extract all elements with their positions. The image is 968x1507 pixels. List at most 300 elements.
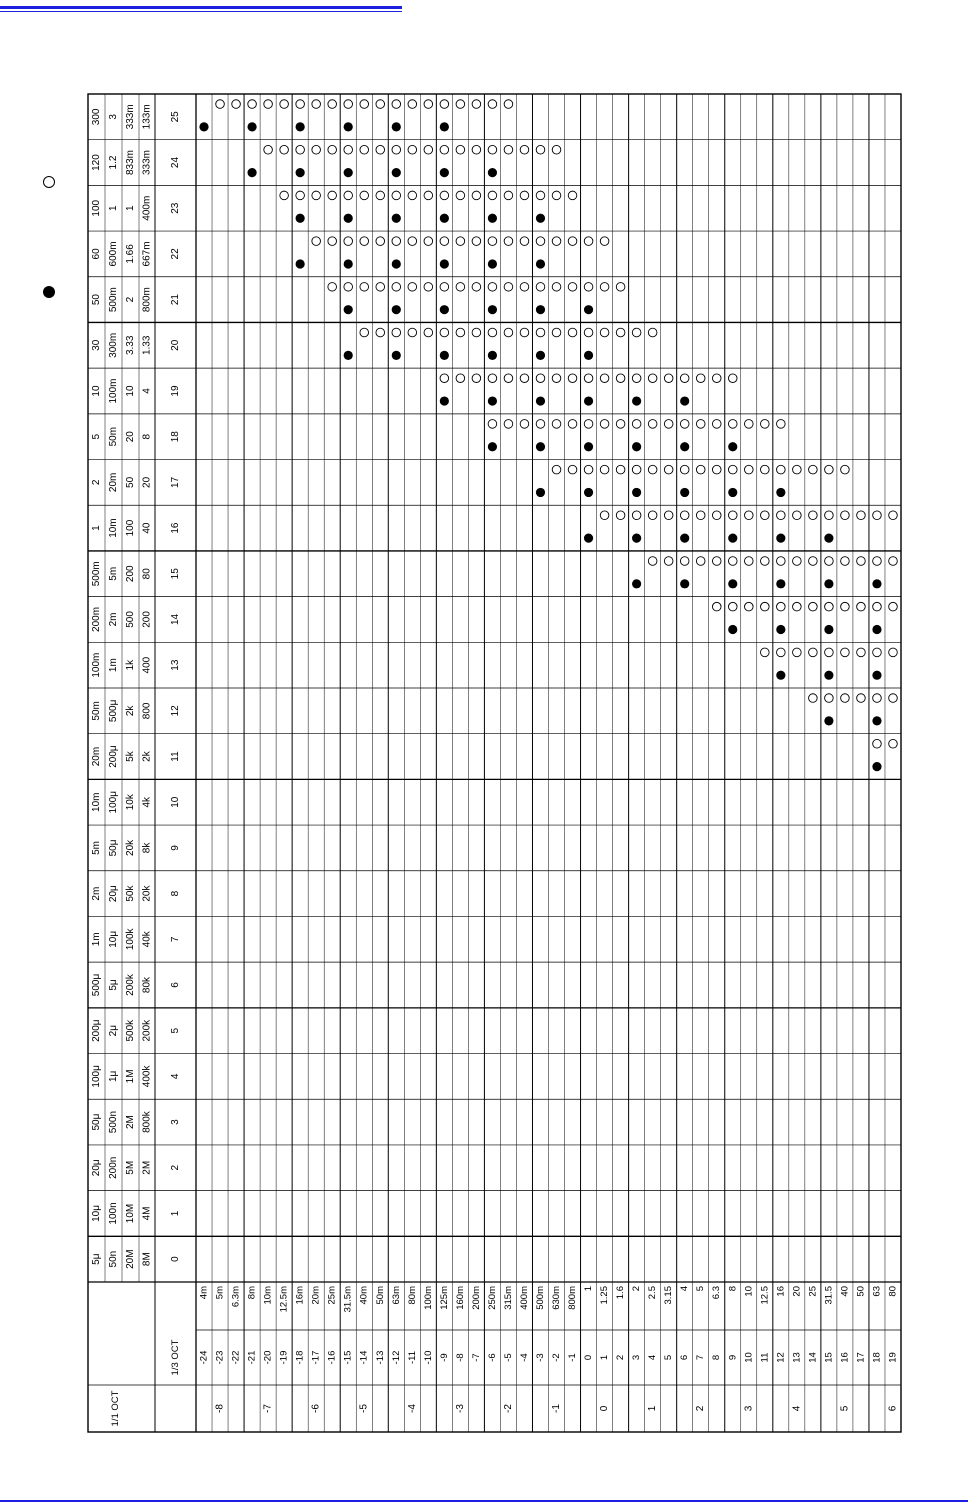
open-circle-mark [568,328,577,337]
row-oct3: -22 [230,1350,242,1365]
open-circle-mark [793,648,802,657]
column-header-value: 600m [108,241,120,267]
open-circle-mark [809,694,818,703]
row-oct3: -6 [486,1353,498,1362]
filled-circle-mark [680,442,689,451]
column-header-value: 10m [91,792,102,812]
filled-circle-mark [536,305,545,314]
open-circle-mark [648,465,657,474]
column-header-value: 10μ [108,930,119,948]
group-oct: 1 [647,1405,659,1412]
column-number: 6 [170,982,181,988]
filled-circle-mark [440,351,449,360]
column-number: 2 [170,1164,181,1171]
column-header-value: 10k [125,794,136,811]
column-number: 0 [170,1256,181,1262]
open-circle-mark [408,237,417,246]
row-frequency: 1.6 [615,1286,627,1300]
column-number: 20 [170,339,181,351]
open-circle-mark [392,100,401,109]
column-header-value: 120 [91,154,102,171]
row-oct3: 5 [663,1354,675,1361]
column-header-value: 200μ [91,1019,102,1042]
open-circle-mark [648,557,657,566]
column-header-value: 100m [91,652,102,678]
column-header-value: 2 [91,479,102,486]
open-circle-mark [793,465,802,474]
open-circle-mark [392,283,401,292]
row-oct3: 18 [871,1352,883,1363]
open-circle-mark [648,374,657,383]
open-circle-mark [536,145,545,154]
column-header-value: 500m [91,561,102,587]
open-circle-mark [440,145,449,154]
filled-circle-mark [632,488,641,497]
row-oct3: 15 [823,1352,835,1363]
filled-circle-mark [488,305,497,314]
open-circle-mark [568,465,577,474]
filled-circle-mark [440,396,449,405]
row-frequency: 2.5 [647,1286,659,1300]
open-circle-mark [456,100,465,109]
row-frequency: 5 [695,1286,707,1292]
open-circle-mark [873,694,882,703]
column-header-value: 1 [108,205,119,212]
open-circle-mark [777,465,786,474]
column-header-value: 500 [125,611,136,628]
open-circle-mark [456,145,465,154]
filled-circle-mark [776,671,785,680]
open-circle-mark [440,237,449,246]
open-circle-mark [520,145,529,154]
row-oct3: -23 [214,1350,226,1365]
filled-circle-mark [488,259,497,268]
row-oct3: 0 [583,1354,595,1361]
column-number: 4 [170,1073,181,1080]
row-oct3: 7 [695,1354,707,1361]
open-circle-mark [216,100,225,109]
row-frequency: 50m [374,1286,386,1305]
open-circle-mark [440,374,449,383]
column-header-value: 80k [141,976,153,994]
row-oct3: -11 [406,1350,418,1365]
open-circle-mark [728,465,737,474]
open-circle-mark [504,191,513,200]
filled-circle-mark [776,579,785,588]
open-circle-mark [728,602,737,611]
open-circle-mark [312,145,321,154]
column-header-value: 1 [91,525,102,531]
filled-circle-mark [632,396,641,405]
column-header-value: 50k [125,885,136,902]
open-circle-mark [584,237,593,246]
filled-circle-mark [584,488,593,497]
column-header-value: 100μ [108,791,119,814]
header-oct-1-1: 1/1 OCT [110,1390,121,1427]
filled-circle-mark [680,488,689,497]
open-circle-mark [328,191,337,200]
open-circle-mark [841,557,850,566]
open-circle-mark [873,602,882,611]
column-header-value: 200 [125,565,136,583]
column-header-value: 5m [91,840,102,855]
open-circle-mark [552,237,561,246]
open-circle-mark [408,283,417,292]
open-circle-mark [504,283,513,292]
open-circle-mark [889,648,898,657]
row-frequency: 5m [214,1286,226,1300]
open-circle-mark [825,557,834,566]
open-circle-mark [712,374,721,383]
open-circle-mark [889,694,898,703]
column-header-value: 30 [91,339,102,351]
column-header-value: 20m [91,746,102,767]
row-frequency: 20 [791,1286,803,1297]
row-frequency: 3.15 [663,1286,675,1305]
open-circle-mark [360,191,369,200]
open-circle-mark [440,191,449,200]
filled-circle-mark [872,579,881,588]
column-header-value: 2μ [108,1025,119,1037]
column-header-value: 5k [125,751,136,762]
row-frequency: 40m [358,1286,370,1305]
open-circle-mark [536,328,545,337]
open-circle-mark [504,420,513,429]
column-header-value: 50 [91,294,102,306]
filled-circle-mark [632,534,641,543]
open-circle-mark [344,237,353,246]
column-header-value: 800 [141,702,153,720]
open-circle-mark [616,328,625,337]
open-circle-mark [616,283,625,292]
open-circle-mark [504,100,513,109]
column-header-value: 2k [125,705,136,717]
row-oct3: -15 [342,1350,354,1365]
open-circle-mark [520,328,529,337]
row-frequency: 1.25 [599,1286,611,1305]
open-circle-mark [873,511,882,520]
open-circle-mark [793,557,802,566]
row-oct3: 8 [711,1354,723,1361]
row-oct3: 16 [839,1352,851,1363]
open-circle-mark [536,283,545,292]
filled-circle-mark [344,122,353,131]
open-circle-mark [472,100,481,109]
row-oct3: 12 [775,1352,787,1363]
open-circle-mark [873,557,882,566]
column-header-value: 1.66 [125,244,137,264]
open-circle-mark [440,100,449,109]
bottom-blue-rule [0,1500,968,1502]
open-circle-mark [280,100,289,109]
column-number: 3 [170,1119,181,1125]
row-oct3: 1 [599,1354,611,1361]
open-circle-mark [536,191,545,200]
group-oct: -7 [262,1404,274,1413]
column-header-value: 833m [125,150,136,176]
row-frequency: 250m [486,1286,498,1310]
column-header-value: 10 [125,385,136,397]
filled-circle-mark [632,579,641,588]
row-frequency: 400m [518,1286,530,1310]
open-circle-mark [488,237,497,246]
group-oct: 6 [887,1405,899,1412]
filled-circle-mark [344,259,353,268]
column-header-value: 500k [125,1019,136,1042]
row-frequency: 800m [567,1286,579,1310]
row-frequency: 2 [631,1286,643,1292]
open-circle-mark [825,648,834,657]
filled-circle-mark [728,442,737,451]
open-circle-mark [809,648,818,657]
row-frequency: 100m [422,1286,434,1310]
open-circle-mark [696,374,705,383]
column-header-value: 4k [141,796,153,808]
column-number: 25 [170,111,181,123]
open-circle-mark [632,374,641,383]
filled-circle-mark [488,168,497,177]
column-number: 21 [170,294,181,306]
open-circle-mark [648,420,657,429]
open-circle-mark [584,328,593,337]
open-circle-mark [712,465,721,474]
open-circle-mark [504,237,513,246]
row-oct3: 4 [647,1354,659,1361]
open-circle-mark [793,602,802,611]
open-circle-mark [744,420,753,429]
column-header-value: 300 [91,108,102,126]
open-circle-mark [568,420,577,429]
open-circle-mark [712,511,721,520]
open-circle-mark [552,145,561,154]
open-circle-mark [744,557,753,566]
open-circle-mark [744,465,753,474]
open-circle-mark [328,100,337,109]
open-circle-mark [680,420,689,429]
open-circle-mark [664,557,673,566]
column-number: 23 [170,202,181,214]
column-header-value: 2m [91,886,102,901]
filled-circle-mark [824,716,833,725]
row-oct3: -12 [390,1350,402,1365]
column-header-value: 20μ [108,885,119,903]
column-header-value: 50m [108,426,119,447]
column-header-value: 20 [141,476,153,488]
filled-circle-mark [392,122,401,131]
open-circle-mark [728,511,737,520]
filled-circle-mark [824,534,833,543]
column-header-value: 333m [125,104,136,130]
open-circle-mark [616,511,625,520]
open-circle-mark [280,145,289,154]
filled-circle-mark [872,671,881,680]
open-circle-mark [857,511,866,520]
open-circle-mark [328,237,337,246]
open-circle-mark [744,511,753,520]
column-header-value: 5m [108,566,119,581]
filled-circle-mark [344,214,353,223]
filled-circle-mark [488,351,497,360]
open-circle-mark [504,374,513,383]
open-circle-mark [584,283,593,292]
open-circle-mark [280,191,289,200]
open-circle-mark [472,283,481,292]
open-circle-mark [825,511,834,520]
open-circle-mark [696,511,705,520]
column-header-value: 20μ [91,1159,102,1177]
row-frequency: 25 [807,1286,819,1297]
open-circle-mark [424,145,433,154]
open-circle-mark [456,283,465,292]
open-circle-mark [761,648,770,657]
column-header-value: 10μ [91,1205,102,1222]
row-oct3: 6 [679,1354,691,1361]
filled-circle-mark [296,214,305,223]
column-number: 11 [170,751,181,762]
filled-circle-mark [392,305,401,314]
column-number: 1 [170,1210,181,1217]
column-header-value: 800m [141,287,153,313]
open-circle-mark [889,739,898,748]
open-circle-mark [841,648,850,657]
open-circle-mark [520,374,529,383]
column-header-value: 2M [141,1160,153,1175]
filled-circle-mark [344,168,353,177]
column-number: 17 [170,476,181,488]
column-header-value: 5μ [91,1253,102,1265]
filled-circle-mark [728,488,737,497]
open-circle-mark [793,511,802,520]
open-circle-mark [360,237,369,246]
filled-circle-mark [199,122,208,131]
open-circle-mark [777,648,786,657]
open-circle-mark [600,465,609,474]
open-circle-mark [376,283,385,292]
column-header-value: 1m [108,658,119,673]
open-circle-mark [809,602,818,611]
column-header-value: 10M [125,1203,136,1224]
column-header-value: 3 [108,114,119,120]
open-circle-mark [809,557,818,566]
open-circle-mark [841,511,850,520]
open-circle-mark [825,602,834,611]
filled-circle-mark [536,442,545,451]
group-oct: -5 [358,1404,370,1413]
column-header-value: 1k [125,659,136,671]
open-circle-mark [360,100,369,109]
open-circle-mark [552,420,561,429]
open-circle-mark [248,100,257,109]
filled-circle-mark [440,214,449,223]
row-frequency: 200m [470,1286,482,1310]
open-circle-mark [408,145,417,154]
column-header-value: 50m [91,701,102,721]
row-oct3: -17 [310,1350,322,1365]
group-oct: -4 [406,1404,418,1413]
column-header-value: 500μ [91,973,102,997]
open-circle-mark [696,465,705,474]
open-circle-mark [504,145,513,154]
row-frequency: 8 [727,1286,739,1292]
row-frequency: 12.5m [278,1286,290,1313]
open-circle-mark [552,374,561,383]
column-header-value: 100n [108,1202,119,1225]
row-frequency: 20m [310,1286,322,1305]
open-circle-mark [440,328,449,337]
column-header-value: 100μ [91,1065,102,1088]
open-circle-mark [648,328,657,337]
open-circle-mark [664,420,673,429]
open-circle-mark [889,602,898,611]
open-circle-mark [392,145,401,154]
column-number: 16 [170,522,181,534]
column-header-value: 40 [141,522,153,534]
open-circle-mark [648,511,657,520]
column-header-value: 500μ [108,699,119,723]
open-circle-mark [456,191,465,200]
row-frequency: 6.3m [230,1286,242,1308]
open-circle-mark [584,420,593,429]
row-oct3: 10 [743,1352,755,1363]
row-oct3: -13 [374,1350,386,1365]
row-frequency: 10 [743,1286,755,1297]
open-circle-mark [472,191,481,200]
group-oct: -3 [454,1404,466,1413]
open-circle-mark [424,191,433,200]
open-circle-mark [376,237,385,246]
open-circle-mark [712,602,721,611]
column-header-value: 60 [91,248,103,260]
row-oct3: -1 [567,1353,579,1362]
column-header-value: 400 [141,656,153,674]
open-circle-mark [520,420,529,429]
open-circle-mark [296,100,305,109]
row-frequency: 31.5m [342,1286,354,1313]
row-oct3: -18 [294,1350,306,1365]
column-header-value: 100 [91,199,102,217]
open-circle-mark [552,283,561,292]
column-number: 14 [170,613,181,626]
column-header-value: 50μ [108,839,119,857]
open-circle-mark [664,465,673,474]
row-oct3: -3 [534,1353,546,1362]
row-frequency: 63m [390,1286,402,1305]
filled-circle-mark [536,396,545,405]
row-frequency: 16m [294,1286,306,1305]
row-oct3: 13 [791,1352,803,1363]
row-frequency: 12.5 [759,1286,771,1305]
open-circle-mark [456,328,465,337]
group-oct: 5 [839,1405,851,1412]
open-circle-mark [472,145,481,154]
open-circle-mark [312,100,321,109]
column-number: 24 [170,156,181,169]
column-header-value: 50 [125,476,136,488]
row-frequency: 6.3 [711,1286,723,1300]
open-circle-mark [616,374,625,383]
column-header-value: 100k [125,928,136,951]
open-circle-mark [328,283,337,292]
open-circle-mark [680,511,689,520]
open-circle-mark [889,511,898,520]
column-header-value: 1μ [108,1070,119,1083]
open-circle-mark [232,100,241,109]
column-header-value: 20 [125,431,136,443]
header-oct-1-3: 1/3 OCT [170,1339,181,1376]
open-circle-mark [424,237,433,246]
open-circle-mark [777,420,786,429]
row-frequency: 25m [326,1286,338,1305]
